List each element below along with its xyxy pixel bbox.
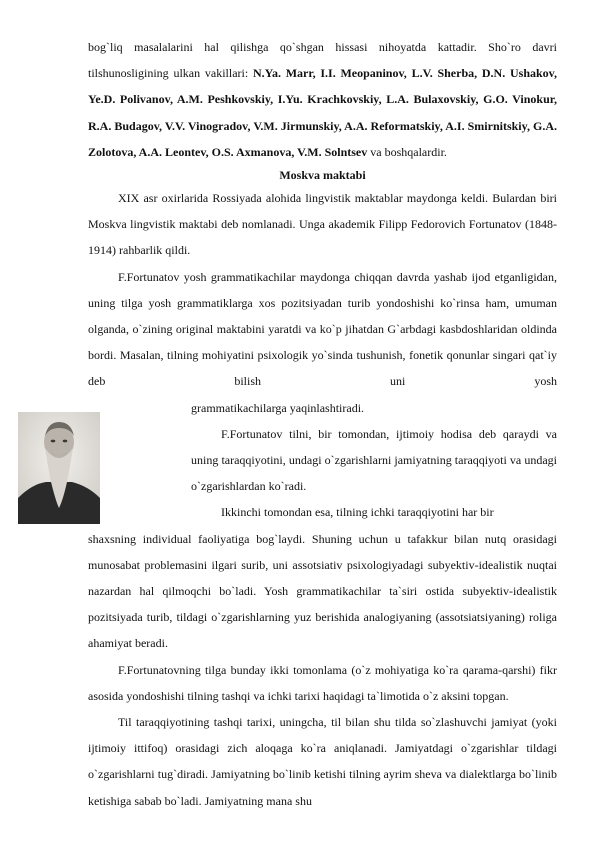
paragraph-fortunatov-end: grammatikachilarga yaqinlashtiradi. bbox=[191, 400, 365, 415]
paragraph-twofold: F.Fortunatovning tilga bunday ikki tomonlama (o`z mohiyatiga ko`ra qarama-qarshi) fikr asosida yondoshishi tilning tashqi va ichki tarixi haqidagi ta`limotida o`z aksini topgan. bbox=[88, 662, 557, 703]
linguist-names: N.Ya. Marr, I.I. Meopaninov, L.V. Sherba, D.N. Ushakov, Ye.D. Polivanov, A.M. Peshkovskiy, I.Yu. Krachkovskiy, L.A. Bulaxovskiy, G.O. Vinokur, R.A. Budagov, V.V. Vinogradov, V.M. Jirmunskiy, A.A. Reformatskiy, A.I. Smirnitskiy, G.A. Zolotova, A.A. Leontev, O.S. Axmanova, V.M. Solntsev bbox=[88, 66, 558, 159]
paragraph-social: F.Fortunatov tilni, bir tomondan, ijtimoiy hodisa deb qaraydi va uning taraqqiyotini, undagi o`zgarishlarni jamiyatning taraqqiyoti va undagi o`zgarishlardan ko`radi. bbox=[191, 426, 557, 494]
section-heading: Moskva maktabi bbox=[279, 168, 366, 183]
paragraph-internal-start: Ikkinchi tomondan esa, tilning ichki taraqqiyotini har bir bbox=[221, 505, 494, 520]
paragraph-external-history: Til taraqqiyotining tashqi tarixi, uningcha, til bilan shu tilda so`zlashuvchi jamiyat (yoki ijtimoiy ittifoq) orasidagi zich aloqaga ko`ra aniqlanadi. Jamiyatdagi o`zgarishlar tildagi o`zgarishlarni tug`diradi. Jamiyatning bo`linib ketishi tilning ayrim sheva va dialektlarga bo`linib ketishiga sabab bo`ladi. Jamiyatning mana shu bbox=[88, 715, 557, 808]
document-page bbox=[88, 34, 557, 814]
intro-text-end: va boshqalardir. bbox=[367, 144, 447, 159]
paragraph-internal: shaxsning individual faoliyatiga bog`laydi. Shuning uchun u tafakkur bilan nutq orasidagi munosabat problemasini ilgari surib, uni assotsiativ psixologiyadagi subyektiv-idealistik nuqtai nazardan hal qilmoqchi bo`ladi. Yosh grammatikachilar ta`siri ostida subyektiv-idealistik pozitsiyada turib, tildagi o`zgarishlarning yuz berishida analogiyaning (assotsiatsiyaning) roliga ahamiyat beradi. bbox=[88, 531, 557, 651]
paragraph-school: XIX asr oxirlarida Rossiyada alohida lingvistik maktablar maydonga keldi. Bulardan biri Moskva lingvistik maktabi deb nomlanadi. Unga akademik Filipp Fedorovich Fortunatov (1848-1914) rahbarlik qildi. bbox=[88, 191, 557, 258]
portrait-photo bbox=[18, 412, 100, 524]
paragraph-fortunatov: F.Fortunatov yosh grammatikachilar maydonga chiqqan davrda yashab ijod etganligidan, uning tilga yosh grammatiklarga xos pozitsiyadan turib yondoshishi ko`rinsa ham, umuman olganda, o`zining original maktabini yaratdi va ko`p jihatdan G`arbdagi kasbdoshlaridan oldinda bordi. Masalan, tilning mohiyatini psixologik yo`sinda tushunish, fonetik qonunlar singari qat`iy deb bilish uni yosh bbox=[88, 269, 557, 389]
paragraph-intro bbox=[88, 34, 557, 165]
intro-text: bog`liq masalalarini hal qilishga qo`shgan hissasi nihoyatda kattadir. Sho`ro davri tilshunosligining ulkan vakillari: bbox=[88, 40, 557, 81]
